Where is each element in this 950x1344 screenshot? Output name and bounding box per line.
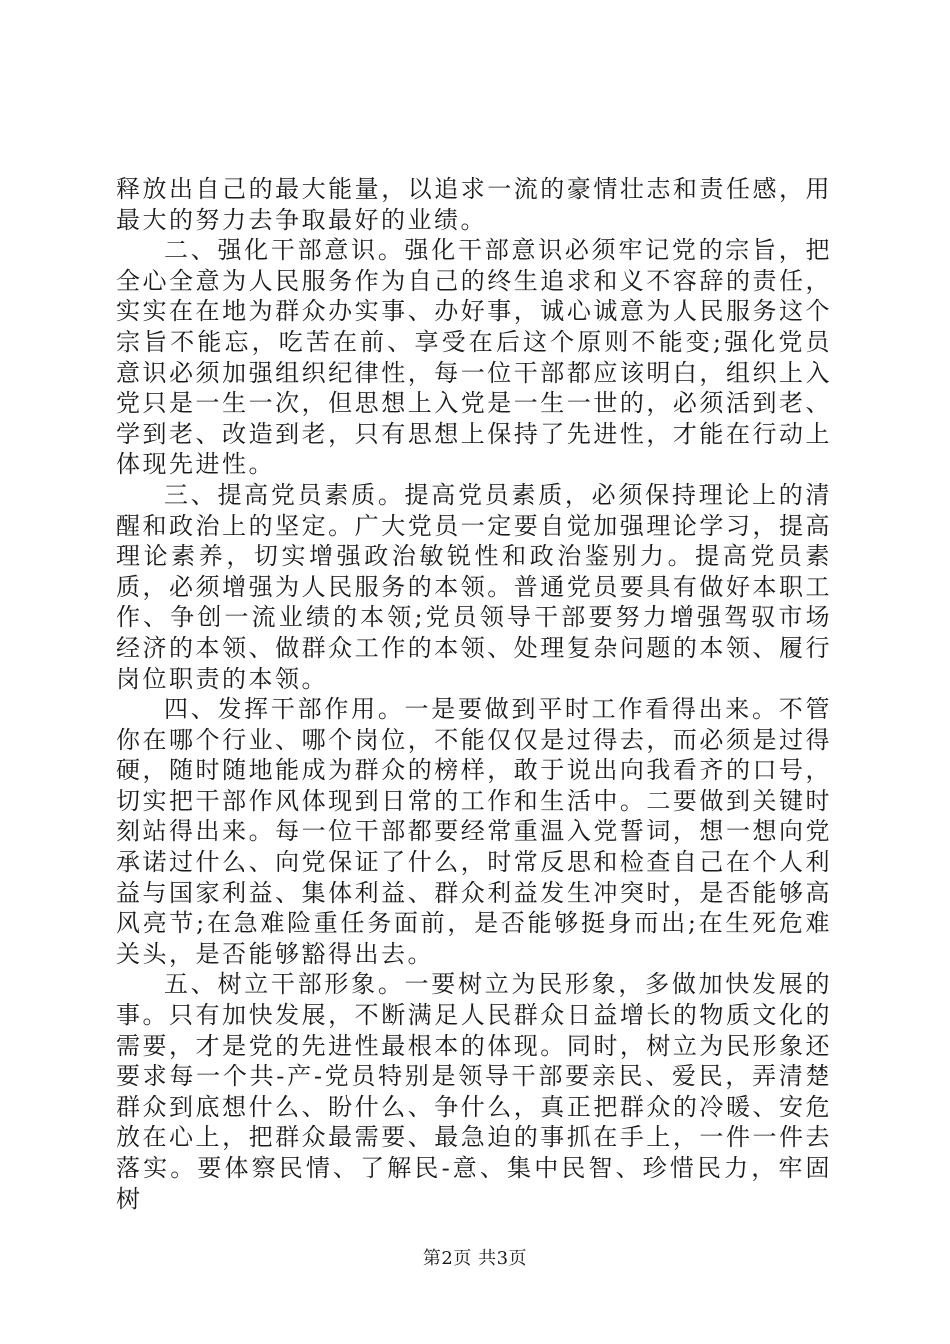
- document-body: [116, 174, 832, 1214]
- paragraph-section-4: 四、发挥干部作用。一是要做到平时工作看得出来。不管你在哪个行业、哪个岗位，不能仅仅是过得去，而必须是过得硬，随时随地能成为群众的榜样，敢于说出向我看齐的口号，切实把干部作风体现到日常的工作和生活中。二要做到关键时刻站得出来。每一位干部都要经常重温入党誓词，想一想向党承诺过什么、向党保证了什么，时常反思和检查自己在个人利益与国家利益、集体利益、群众利益发生冲突时，是否能够高风亮节;在急难险重任务面前，是否能够挺身而出;在生死危难关头，是否能够豁得出去。: [116, 695, 832, 968]
- page-footer: 第2页 共3页: [422, 1248, 528, 1269]
- paragraph-section-2: 二、强化干部意识。强化干部意识必须牢记党的宗旨，把全心全意为人民服务作为自己的终生追求和义不容辞的责任，实实在在地为群众办实事、办好事，诚心诚意为人民服务这个宗旨不能忘，吃苦在前、享受在后这个原则不能变;强化党员意识必须加强组织纪律性，每一位干部都应该明白，组织上入党只是一生一次，但思想上入党是一生一世的，必须活到老、学到老、改造到老，只有思想上保持了先进性，才能在行动上体现先进性。: [116, 236, 832, 479]
- paragraph-section-3: 三、提高党员素质。提高党员素质，必须保持理论上的清醒和政治上的坚定。广大党员一定要自觉加强理论学习，提高理论素养，切实增强政治敏锐性和政治鉴别力。提高党员素质，必须增强为人民服务的本领。普通党员要具有做好本职工作、争创一流业绩的本领;党员领导干部要努力增强驾驭市场经济的本领、做群众工作的本领、处理复杂问题的本领、履行岗位职责的本领。: [116, 480, 832, 693]
- paragraph-section-5: 五、树立干部形象。一要树立为民形象，多做加快发展的事。只有加快发展，不断满足人民群众日益增长的物质文化的需要，才是党的先进性最根本的体现。同时，树立为民形象还要求每一个共-产-党员特别是领导干部要亲民、爱民，弄清楚群众到底想什么、盼什么、争什么，真正把群众的冷暖、安危放在心上，把群众最需要、最急迫的事抓在手上，一件一件去落实。要体察民情、了解民-意、集中民智、珍惜民力，牢固树: [116, 970, 832, 1213]
- paragraph-continuation: 释放出自己的最大能量，以追求一流的豪情壮志和责任感，用最大的努力去争取最好的业绩。: [116, 175, 832, 234]
